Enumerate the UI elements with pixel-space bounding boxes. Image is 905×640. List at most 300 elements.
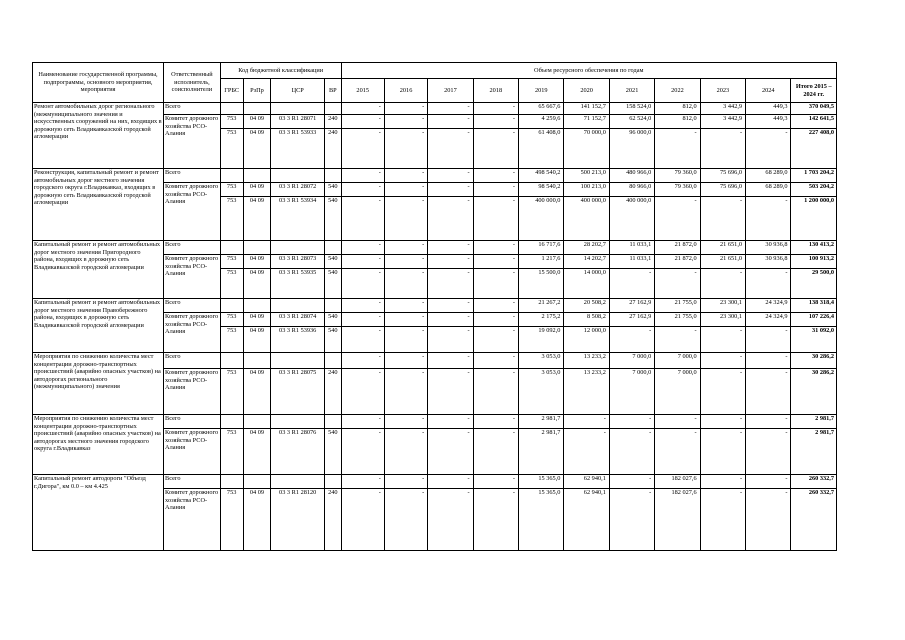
resource-table (32, 62, 837, 551)
year-value-cell: - (473, 429, 518, 475)
table-row (33, 415, 837, 429)
year-value-cell: - (428, 183, 473, 197)
year-value-cell: - (341, 369, 384, 415)
year-value-cell: - (746, 327, 791, 353)
year-value-cell: 21 872,0 (655, 241, 700, 255)
responsible-cell: Комитет дорожного хозяйства РСО-Алания (164, 313, 221, 353)
rzpr-cell (243, 475, 271, 489)
total-cell: 2 981,7 (791, 429, 837, 475)
year-value-cell: - (473, 115, 518, 129)
year-value-cell: 2 175,2 (519, 313, 564, 327)
vr-cell (325, 353, 342, 369)
year-value-cell: 15 365,0 (519, 489, 564, 551)
vr-cell: 240 (325, 489, 342, 551)
responsible-cell: Всего (164, 299, 221, 313)
year-value-cell: - (428, 429, 473, 475)
year-value-cell: - (609, 415, 654, 429)
year-value-cell: 812,0 (655, 115, 700, 129)
year-value-cell: - (473, 489, 518, 551)
responsible-cell: Всего (164, 415, 221, 429)
header-year: 2021 (609, 79, 654, 103)
year-value-cell: 79 360,0 (655, 183, 700, 197)
vr-cell: 240 (325, 115, 342, 129)
year-value-cell: - (473, 415, 518, 429)
year-value-cell: - (341, 183, 384, 197)
year-value-cell: - (473, 475, 518, 489)
table-row (33, 475, 837, 489)
csr-cell: 03 3 R1 28076 (271, 429, 325, 475)
year-value-cell: 500 213,0 (564, 169, 609, 183)
year-value-cell: - (655, 269, 700, 299)
activity-name: Ремонт автомобильных дорог регионального (межмуниципального значения и искусственных сооружений на них, входящих в дорожную сеть Владикавказской городской агломерации (33, 103, 164, 169)
year-value-cell: - (341, 327, 384, 353)
responsible-cell: Всего (164, 475, 221, 489)
year-value-cell: - (609, 269, 654, 299)
rzpr-cell (243, 241, 271, 255)
year-value-cell: 11 033,1 (609, 241, 654, 255)
year-value-cell: - (700, 369, 745, 415)
year-value-cell: - (473, 241, 518, 255)
year-value-cell: - (384, 103, 427, 115)
year-value-cell: - (384, 429, 427, 475)
rzpr-cell (243, 353, 271, 369)
year-value-cell: - (655, 429, 700, 475)
year-value-cell: - (384, 353, 427, 369)
responsible-cell: Всего (164, 241, 221, 255)
header-year: 2018 (473, 79, 518, 103)
total-cell: 370 049,5 (791, 103, 837, 115)
year-value-cell: 182 027,6 (655, 475, 700, 489)
activity-name: Капитальный ремонт и ремонт автомобильных дорог местного значения Правобережного района, входящих в дорожную сеть Владикавказской городской агломерации (33, 299, 164, 353)
header-vr: ВР (325, 79, 342, 103)
year-value-cell: 498 540,2 (519, 169, 564, 183)
grbs-cell: 753 (220, 197, 243, 241)
year-value-cell: - (384, 327, 427, 353)
document-page (32, 62, 837, 551)
year-value-cell: - (428, 327, 473, 353)
header-volume: Объем ресурсного обеспечения по годам (341, 63, 836, 79)
year-value-cell: - (384, 489, 427, 551)
year-value-cell: - (384, 169, 427, 183)
total-cell: 142 641,5 (791, 115, 837, 129)
year-value-cell: - (609, 327, 654, 353)
year-value-cell: 80 966,0 (609, 183, 654, 197)
year-value-cell: - (473, 197, 518, 241)
year-value-cell: 23 300,1 (700, 299, 745, 313)
rzpr-cell: 04 09 (243, 429, 271, 475)
rzpr-cell: 04 09 (243, 269, 271, 299)
responsible-cell: Комитет дорожного хозяйства РСО-Алания (164, 183, 221, 241)
year-value-cell: - (746, 129, 791, 169)
year-value-cell: - (428, 415, 473, 429)
year-value-cell: 79 360,0 (655, 169, 700, 183)
year-value-cell: - (384, 475, 427, 489)
header-codes: Код бюджетной классификации (220, 63, 341, 79)
vr-cell: 540 (325, 197, 342, 241)
total-cell: 30 286,2 (791, 369, 837, 415)
year-value-cell: 28 202,7 (564, 241, 609, 255)
table-row (33, 353, 837, 369)
year-value-cell: 96 000,0 (609, 129, 654, 169)
rzpr-cell: 04 09 (243, 197, 271, 241)
year-value-cell: - (384, 269, 427, 299)
vr-cell (325, 241, 342, 255)
total-cell: 2 981,7 (791, 415, 837, 429)
year-value-cell: 15 500,0 (519, 269, 564, 299)
total-cell: 260 332,7 (791, 475, 837, 489)
total-cell: 138 318,4 (791, 299, 837, 313)
vr-cell: 540 (325, 429, 342, 475)
total-cell: 30 286,2 (791, 353, 837, 369)
vr-cell (325, 415, 342, 429)
year-value-cell: - (341, 429, 384, 475)
total-cell: 130 413,2 (791, 241, 837, 255)
grbs-cell: 753 (220, 489, 243, 551)
year-value-cell: - (746, 197, 791, 241)
year-value-cell: - (428, 255, 473, 269)
year-value-cell: - (700, 269, 745, 299)
grbs-cell: 753 (220, 429, 243, 475)
year-value-cell: 182 027,6 (655, 489, 700, 551)
total-cell: 31 092,0 (791, 327, 837, 353)
year-value-cell: - (384, 115, 427, 129)
year-value-cell: - (384, 299, 427, 313)
year-value-cell: 23 300,1 (700, 313, 745, 327)
vr-cell: 240 (325, 369, 342, 415)
csr-cell: 03 3 R1 28071 (271, 115, 325, 129)
year-value-cell: - (384, 183, 427, 197)
year-value-cell: - (341, 255, 384, 269)
year-value-cell: - (341, 415, 384, 429)
grbs-cell: 753 (220, 129, 243, 169)
responsible-cell: Всего (164, 353, 221, 369)
year-value-cell: - (341, 241, 384, 255)
year-value-cell: 30 936,8 (746, 255, 791, 269)
year-value-cell: 812,0 (655, 103, 700, 115)
csr-cell: 03 3 R1 53936 (271, 327, 325, 353)
year-value-cell: - (700, 197, 745, 241)
year-value-cell: 11 033,1 (609, 255, 654, 269)
rzpr-cell (243, 415, 271, 429)
responsible-cell: Комитет дорожного хозяйства РСО-Алания (164, 369, 221, 415)
year-value-cell: - (384, 415, 427, 429)
year-value-cell: 71 152,7 (564, 115, 609, 129)
vr-cell (325, 103, 342, 115)
year-value-cell: - (428, 103, 473, 115)
csr-cell (271, 103, 325, 115)
header-year: 2017 (428, 79, 473, 103)
year-value-cell: 8 508,2 (564, 313, 609, 327)
grbs-cell (220, 241, 243, 255)
year-value-cell: 14 000,0 (564, 269, 609, 299)
grbs-cell: 753 (220, 255, 243, 269)
year-value-cell: - (428, 115, 473, 129)
header-grbs: ГРБС (220, 79, 243, 103)
year-value-cell: - (341, 269, 384, 299)
grbs-cell: 753 (220, 183, 243, 197)
year-value-cell: 12 000,0 (564, 327, 609, 353)
vr-cell: 540 (325, 313, 342, 327)
vr-cell: 540 (325, 183, 342, 197)
year-value-cell: - (384, 129, 427, 169)
csr-cell (271, 415, 325, 429)
year-value-cell: 68 289,0 (746, 183, 791, 197)
year-value-cell: 68 289,0 (746, 169, 791, 183)
rzpr-cell: 04 09 (243, 129, 271, 169)
year-value-cell: - (473, 255, 518, 269)
year-value-cell: - (473, 353, 518, 369)
total-cell: 503 204,2 (791, 183, 837, 197)
table-row (33, 169, 837, 183)
year-value-cell: - (746, 353, 791, 369)
rzpr-cell: 04 09 (243, 369, 271, 415)
grbs-cell: 753 (220, 369, 243, 415)
year-value-cell: - (700, 429, 745, 475)
year-value-cell: - (384, 369, 427, 415)
header-csr: ЦСР (271, 79, 325, 103)
year-value-cell: 7 000,0 (609, 369, 654, 415)
header-responsible: Ответственный исполнитель, соисполнители (164, 63, 221, 103)
table-row (33, 299, 837, 313)
year-value-cell: 21 267,2 (519, 299, 564, 313)
year-value-cell: 7 000,0 (655, 369, 700, 415)
year-value-cell: 3 442,9 (700, 115, 745, 129)
year-value-cell: - (473, 103, 518, 115)
year-value-cell: - (341, 129, 384, 169)
header-year: 2020 (564, 79, 609, 103)
year-value-cell: 7 000,0 (609, 353, 654, 369)
year-value-cell: - (428, 169, 473, 183)
year-value-cell: 21 651,0 (700, 241, 745, 255)
year-value-cell: 100 213,0 (564, 183, 609, 197)
year-value-cell: - (428, 369, 473, 415)
grbs-cell (220, 353, 243, 369)
year-value-cell: - (473, 369, 518, 415)
year-value-cell: 4 259,6 (519, 115, 564, 129)
table-row (33, 241, 837, 255)
year-value-cell: - (700, 129, 745, 169)
year-value-cell: 27 162,9 (609, 299, 654, 313)
year-value-cell: - (384, 255, 427, 269)
csr-cell: 03 3 R1 28074 (271, 313, 325, 327)
year-value-cell: 3 053,0 (519, 353, 564, 369)
rzpr-cell: 04 09 (243, 115, 271, 129)
year-value-cell: - (341, 475, 384, 489)
year-value-cell: 21 755,0 (655, 313, 700, 327)
header-year: 2015 (341, 79, 384, 103)
year-value-cell: 62 940,1 (564, 489, 609, 551)
year-value-cell: - (428, 313, 473, 327)
year-value-cell: - (700, 327, 745, 353)
year-value-cell: 19 092,0 (519, 327, 564, 353)
year-value-cell: - (473, 269, 518, 299)
year-value-cell: 1 217,6 (519, 255, 564, 269)
year-value-cell: 13 233,2 (564, 353, 609, 369)
year-value-cell: 24 324,9 (746, 299, 791, 313)
year-value-cell: 480 966,0 (609, 169, 654, 183)
year-value-cell: - (700, 415, 745, 429)
year-value-cell: - (341, 169, 384, 183)
year-value-cell: 98 540,2 (519, 183, 564, 197)
csr-cell: 03 3 R1 53934 (271, 197, 325, 241)
year-value-cell: 400 000,0 (564, 197, 609, 241)
csr-cell (271, 241, 325, 255)
csr-cell: 03 3 R1 28072 (271, 183, 325, 197)
rzpr-cell: 04 09 (243, 183, 271, 197)
table-row (33, 103, 837, 115)
csr-cell (271, 353, 325, 369)
grbs-cell (220, 415, 243, 429)
total-cell: 107 226,4 (791, 313, 837, 327)
year-value-cell: 14 202,7 (564, 255, 609, 269)
year-value-cell: 449,3 (746, 103, 791, 115)
vr-cell: 540 (325, 269, 342, 299)
year-value-cell: - (428, 475, 473, 489)
year-value-cell: 15 365,0 (519, 475, 564, 489)
year-value-cell: 62 524,0 (609, 115, 654, 129)
year-value-cell: - (384, 313, 427, 327)
year-value-cell: 27 162,9 (609, 313, 654, 327)
responsible-cell: Комитет дорожного хозяйства РСО-Алания (164, 115, 221, 169)
year-value-cell: - (341, 353, 384, 369)
year-value-cell: 7 000,0 (655, 353, 700, 369)
grbs-cell (220, 299, 243, 313)
activity-name: Мероприятия по снижению количества мест концентрации дорожно-транспортных происшествий (аварийно опасных участков) на автодорогах регионального (межмуниципального) значения (33, 353, 164, 415)
rzpr-cell (243, 299, 271, 313)
year-value-cell: - (746, 369, 791, 415)
year-value-cell: 400 000,0 (519, 197, 564, 241)
year-value-cell: - (655, 129, 700, 169)
year-value-cell: - (428, 299, 473, 313)
year-value-cell: 158 524,0 (609, 103, 654, 115)
rzpr-cell (243, 103, 271, 115)
header-rzpr: РзПр (243, 79, 271, 103)
year-value-cell: 75 696,0 (700, 183, 745, 197)
year-value-cell: 13 233,2 (564, 369, 609, 415)
activity-name: Капитальный ремонт автодороги "Объезд г.Дигора", км 0.0 – км 4.425 (33, 475, 164, 551)
total-cell: 29 500,0 (791, 269, 837, 299)
grbs-cell (220, 169, 243, 183)
year-value-cell: - (428, 269, 473, 299)
year-value-cell: - (655, 197, 700, 241)
activity-name: Реконструкция, капитальный ремонт и ремонт автомобильных дорог местного значения городского округа г.Владикавказ, входящих в дорожную сеть Владикавказской городской агломерации (33, 169, 164, 241)
year-value-cell: 449,3 (746, 115, 791, 129)
year-value-cell: - (341, 115, 384, 129)
header-year: 2022 (655, 79, 700, 103)
year-value-cell: 400 000,0 (609, 197, 654, 241)
year-value-cell: 24 324,9 (746, 313, 791, 327)
csr-cell (271, 475, 325, 489)
year-value-cell: - (564, 415, 609, 429)
csr-cell: 03 3 R1 53933 (271, 129, 325, 169)
year-value-cell: - (473, 169, 518, 183)
year-value-cell: - (700, 475, 745, 489)
total-cell: 1 703 204,2 (791, 169, 837, 183)
year-value-cell: - (473, 183, 518, 197)
total-cell: 260 332,7 (791, 489, 837, 551)
year-value-cell: - (473, 299, 518, 313)
vr-cell (325, 169, 342, 183)
vr-cell: 540 (325, 327, 342, 353)
rzpr-cell: 04 09 (243, 327, 271, 353)
grbs-cell (220, 475, 243, 489)
year-value-cell: - (655, 415, 700, 429)
total-cell: 100 913,2 (791, 255, 837, 269)
year-value-cell: - (700, 353, 745, 369)
csr-cell (271, 299, 325, 313)
vr-cell: 540 (325, 255, 342, 269)
grbs-cell: 753 (220, 269, 243, 299)
year-value-cell: 3 053,0 (519, 369, 564, 415)
year-value-cell: - (341, 103, 384, 115)
header-year: 2016 (384, 79, 427, 103)
responsible-cell: Всего (164, 169, 221, 183)
rzpr-cell: 04 09 (243, 313, 271, 327)
rzpr-cell: 04 09 (243, 489, 271, 551)
grbs-cell: 753 (220, 313, 243, 327)
year-value-cell: 20 508,2 (564, 299, 609, 313)
header-total: Итого 2015 – 2024 гг. (791, 79, 837, 103)
year-value-cell: - (428, 241, 473, 255)
vr-cell (325, 299, 342, 313)
year-value-cell: - (473, 313, 518, 327)
year-value-cell: 30 936,8 (746, 241, 791, 255)
total-cell: 227 408,0 (791, 129, 837, 169)
year-value-cell: 75 696,0 (700, 169, 745, 183)
year-value-cell: - (655, 327, 700, 353)
activity-name: Мероприятия по снижению количества мест концентрации дорожно-транспортных происшествий (аварийно опасных участков) на автодорогах местного значения городского округа г.Владикавказ (33, 415, 164, 475)
year-value-cell: 61 408,0 (519, 129, 564, 169)
year-value-cell: 141 152,7 (564, 103, 609, 115)
csr-cell (271, 169, 325, 183)
responsible-cell: Комитет дорожного хозяйства РСО-Алания (164, 255, 221, 299)
csr-cell: 03 3 R1 28075 (271, 369, 325, 415)
year-value-cell: - (609, 429, 654, 475)
year-value-cell: - (564, 429, 609, 475)
year-value-cell: 65 667,6 (519, 103, 564, 115)
year-value-cell: - (384, 241, 427, 255)
year-value-cell: 21 755,0 (655, 299, 700, 313)
year-value-cell: - (428, 353, 473, 369)
year-value-cell: - (609, 475, 654, 489)
grbs-cell (220, 103, 243, 115)
year-value-cell: - (746, 269, 791, 299)
csr-cell: 03 3 R1 53935 (271, 269, 325, 299)
year-value-cell: - (428, 129, 473, 169)
year-value-cell: - (746, 475, 791, 489)
year-value-cell: 62 940,1 (564, 475, 609, 489)
rzpr-cell: 04 09 (243, 255, 271, 269)
grbs-cell: 753 (220, 327, 243, 353)
csr-cell: 03 3 R1 28120 (271, 489, 325, 551)
year-value-cell: - (384, 197, 427, 241)
year-value-cell: - (473, 129, 518, 169)
year-value-cell: - (341, 299, 384, 313)
responsible-cell: Всего (164, 103, 221, 115)
year-value-cell: 16 717,6 (519, 241, 564, 255)
csr-cell: 03 3 R1 28073 (271, 255, 325, 269)
year-value-cell: - (700, 489, 745, 551)
year-value-cell: 21 872,0 (655, 255, 700, 269)
year-value-cell: - (341, 197, 384, 241)
year-value-cell: - (473, 327, 518, 353)
grbs-cell: 753 (220, 115, 243, 129)
header-year: 2023 (700, 79, 745, 103)
activity-name: Капитальный ремонт и ремонт автомобильных дорог местного значения Пригородного района, входящих в дорожную сеть Владикавказской городской агломерации (33, 241, 164, 299)
year-value-cell: 2 981,7 (519, 415, 564, 429)
year-value-cell: - (341, 489, 384, 551)
year-value-cell: - (428, 489, 473, 551)
